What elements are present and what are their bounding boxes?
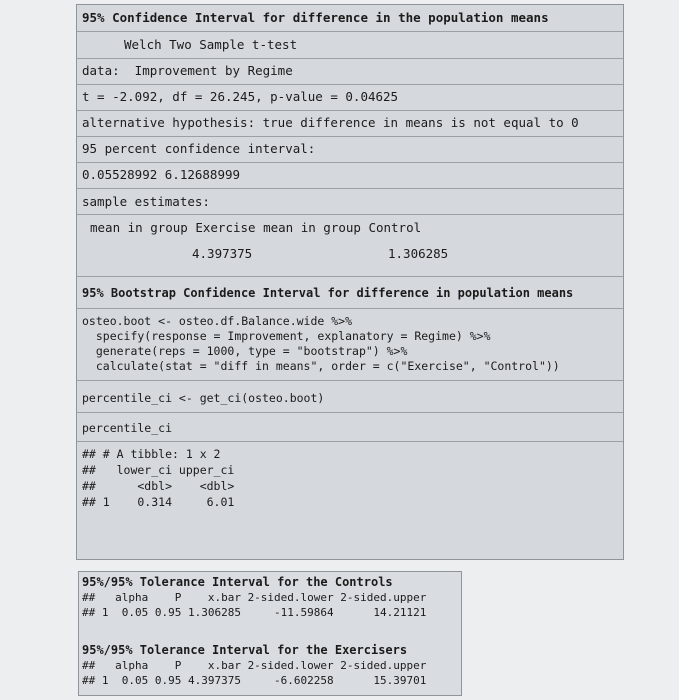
divider	[77, 380, 623, 381]
output-line: ## 1 0.05 0.95 4.397375 -6.602258 15.39701	[82, 674, 427, 687]
divider	[77, 84, 623, 85]
data-line: data: Improvement by Regime	[82, 63, 293, 78]
output-line: ## alpha P x.bar 2-sided.lower 2-sided.upper	[82, 591, 427, 604]
welch-heading: 95% Confidence Interval for difference in the population means	[82, 10, 549, 25]
divider	[77, 214, 623, 215]
divider	[77, 441, 623, 442]
print-call: percentile_ci	[82, 421, 173, 435]
alternative-hypothesis: alternative hypothesis: true difference in means is not equal to 0	[82, 115, 579, 130]
output-line: ## <dbl> <dbl>	[82, 479, 235, 493]
code-line: calculate(stat = "diff in means", order = c("Exercise", "Control"))	[82, 359, 560, 373]
output-line: ## 1 0.314 6.01	[82, 495, 235, 509]
divider	[77, 110, 623, 111]
divider	[77, 276, 623, 277]
output-line: ## alpha P x.bar 2-sided.lower 2-sided.upper	[82, 659, 427, 672]
output-line: ## lower_ci upper_ci	[82, 463, 235, 477]
estimate-control: 1.306285	[388, 246, 449, 261]
estimates-header: mean in group Exercise mean in group Control	[90, 220, 422, 235]
divider	[77, 162, 623, 163]
divider	[77, 58, 623, 59]
ci-label: 95 percent confidence interval:	[82, 141, 316, 156]
code-line: osteo.boot <- osteo.df.Balance.wide %>%	[82, 314, 353, 328]
controls-heading: 95%/95% Tolerance Interval for the Controls	[82, 575, 393, 589]
divider	[77, 136, 623, 137]
test-name: Welch Two Sample t-test	[124, 37, 298, 52]
stats-line: t = -2.092, df = 26.245, p-value = 0.04625	[82, 89, 399, 104]
ci-call: percentile_ci <- get_ci(osteo.boot)	[82, 391, 325, 405]
divider	[77, 31, 623, 32]
bootstrap-heading: 95% Bootstrap Confidence Interval for difference in population means	[82, 286, 574, 300]
divider	[77, 412, 623, 413]
divider	[77, 188, 623, 189]
exercisers-heading: 95%/95% Tolerance Interval for the Exercisers	[82, 643, 408, 657]
estimate-exercise: 4.397375	[192, 246, 253, 261]
divider	[77, 308, 623, 309]
output-line: ## # A tibble: 1 x 2	[82, 447, 221, 461]
ci-values: 0.05528992 6.12688999	[82, 167, 241, 182]
estimates-label: sample estimates:	[82, 194, 210, 209]
code-line: generate(reps = 1000, type = "bootstrap") %>%	[82, 344, 408, 358]
code-line: specify(response = Improvement, explanatory = Regime) %>%	[82, 329, 491, 343]
output-line: ## 1 0.05 0.95 1.306285 -11.59864 14.21121	[82, 606, 427, 619]
